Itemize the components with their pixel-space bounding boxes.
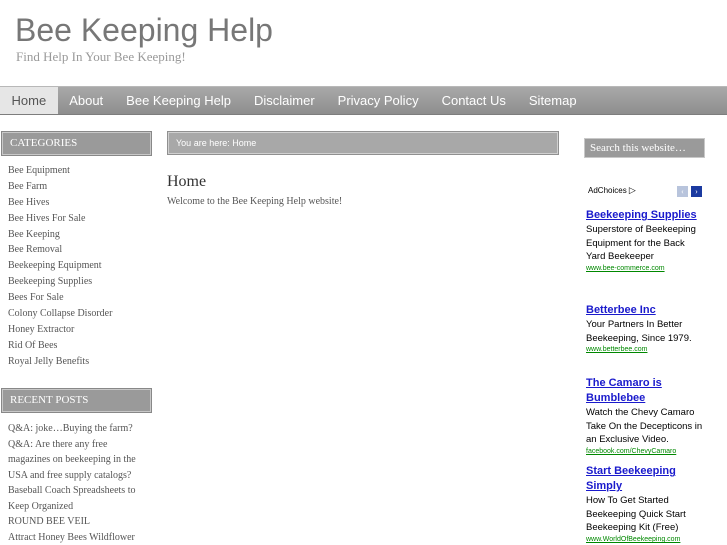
ad-block xyxy=(586,303,706,355)
ad-block xyxy=(586,376,706,457)
categories-heading: CATEGORIES xyxy=(2,132,151,155)
category-link[interactable]: Rid Of Bees xyxy=(8,339,58,351)
category-link[interactable]: Beekeeping Equipment xyxy=(8,260,102,272)
recent-posts-heading: RECENT POSTS xyxy=(2,389,151,412)
site-title[interactable]: Bee Keeping Help xyxy=(15,12,273,48)
search-input[interactable] xyxy=(590,142,700,154)
ad-title-link[interactable]: Start Beekeeping Simply xyxy=(586,465,676,492)
ad-url-link[interactable]: www.bee-commerce.com xyxy=(586,265,665,273)
category-item[interactable] xyxy=(8,274,112,290)
adchoices-text: AdChoices xyxy=(588,186,627,195)
ad-body-text: Watch the Chevy Camaro Take On the Decepticons in an Exclusive Video. xyxy=(586,407,703,446)
category-link[interactable]: Bee Hives xyxy=(8,196,50,208)
category-link[interactable]: Honey Extractor xyxy=(8,323,75,335)
category-item[interactable] xyxy=(8,322,112,338)
category-item[interactable] xyxy=(8,306,112,322)
site-tagline: Find Help In Your Bee Keeping! xyxy=(16,49,186,64)
category-link[interactable]: Colony Collapse Disorder xyxy=(8,308,113,320)
ad-next-arrow-icon[interactable]: › xyxy=(691,186,702,197)
category-link[interactable]: Bees For Sale xyxy=(8,292,64,304)
main-navigation xyxy=(0,86,727,115)
ad-body-text: Superstore of Beekeeping Equipment for the Back Yard Beekeeper xyxy=(586,224,696,263)
category-item[interactable] xyxy=(8,290,112,306)
category-item[interactable] xyxy=(8,179,112,195)
category-item[interactable] xyxy=(8,195,112,211)
ad-title-link[interactable]: Betterbee Inc xyxy=(586,304,656,316)
recent-post-link[interactable]: Baseball Coach Spreadsheets to Keep Organized xyxy=(8,485,136,512)
nav-item-disclaimer[interactable]: Disclaimer xyxy=(253,93,315,108)
recent-post-item[interactable] xyxy=(8,530,148,545)
nav-item-privacy-policy[interactable]: Privacy Policy xyxy=(337,93,419,108)
ad-prev-arrow-icon[interactable]: ‹ xyxy=(677,186,688,197)
page-title: Home xyxy=(167,173,207,190)
recent-post-item[interactable] xyxy=(8,483,148,514)
ad-url-link[interactable]: www.WorldOfBeekeeping.com xyxy=(586,536,681,544)
recent-post-link[interactable]: Attract Honey Bees Wildflower xyxy=(8,531,135,543)
category-item[interactable] xyxy=(8,227,112,243)
category-item[interactable] xyxy=(8,242,112,258)
categories-list xyxy=(8,163,112,370)
recent-post-item[interactable] xyxy=(8,437,148,484)
ad-title-link[interactable]: Beekeeping Supplies xyxy=(586,209,697,221)
ad-url-link[interactable]: facebook.com/ChevyCamaro xyxy=(586,448,677,456)
recent-post-link[interactable]: Q&A: joke…Buying the farm? xyxy=(8,423,133,434)
nav-item-contact-us[interactable]: Contact Us xyxy=(441,93,506,108)
adchoices-icon: ▷ xyxy=(628,185,636,195)
category-link[interactable]: Bee Keeping xyxy=(8,228,60,240)
category-link[interactable]: Bee Hives For Sale xyxy=(8,212,86,224)
ad-body-text: Your Partners In Better Beekeeping, Since 1979. xyxy=(586,319,692,344)
category-link[interactable]: Beekeeping Supplies xyxy=(8,276,93,288)
ad-url-link[interactable]: www.betterbee.com xyxy=(586,346,648,354)
search-box[interactable] xyxy=(584,138,705,158)
nav-item-bee-keeping-help[interactable]: Bee Keeping Help xyxy=(126,93,231,108)
category-link[interactable]: Bee Equipment xyxy=(8,165,70,176)
ad-title-link[interactable]: The Camaro is Bumblebee xyxy=(586,377,662,404)
ad-block xyxy=(586,208,706,274)
category-item[interactable] xyxy=(8,354,112,370)
category-item[interactable] xyxy=(8,258,112,274)
nav-item-home[interactable]: Home xyxy=(0,87,58,114)
breadcrumb: You are here: Home xyxy=(168,132,558,154)
category-item[interactable] xyxy=(8,163,112,179)
category-link[interactable]: Bee Farm xyxy=(8,180,48,192)
category-link[interactable]: Royal Jelly Benefits xyxy=(8,355,90,367)
ad-block xyxy=(586,464,706,545)
adchoices-label[interactable] xyxy=(588,185,636,196)
nav-item-about[interactable]: About xyxy=(69,93,104,108)
recent-post-link[interactable]: Q&A: Are there any free magazines on beekeeping in the USA and free supply catalogs? xyxy=(8,438,136,481)
recent-post-link[interactable]: ROUND BEE VEIL xyxy=(8,516,91,527)
category-item[interactable] xyxy=(8,338,112,354)
recent-post-item[interactable] xyxy=(8,514,148,530)
welcome-text: Welcome to the Bee Keeping Help website! xyxy=(167,196,343,207)
category-link[interactable]: Bee Removal xyxy=(8,244,63,256)
nav-item-sitemap[interactable]: Sitemap xyxy=(528,93,577,108)
ad-body-text: How To Get Started Beekeeping Quick Start Beekeeping Kit (Free) xyxy=(586,495,686,534)
recent-posts-list xyxy=(8,421,148,545)
category-item[interactable] xyxy=(8,211,112,227)
recent-post-item[interactable] xyxy=(8,421,148,437)
